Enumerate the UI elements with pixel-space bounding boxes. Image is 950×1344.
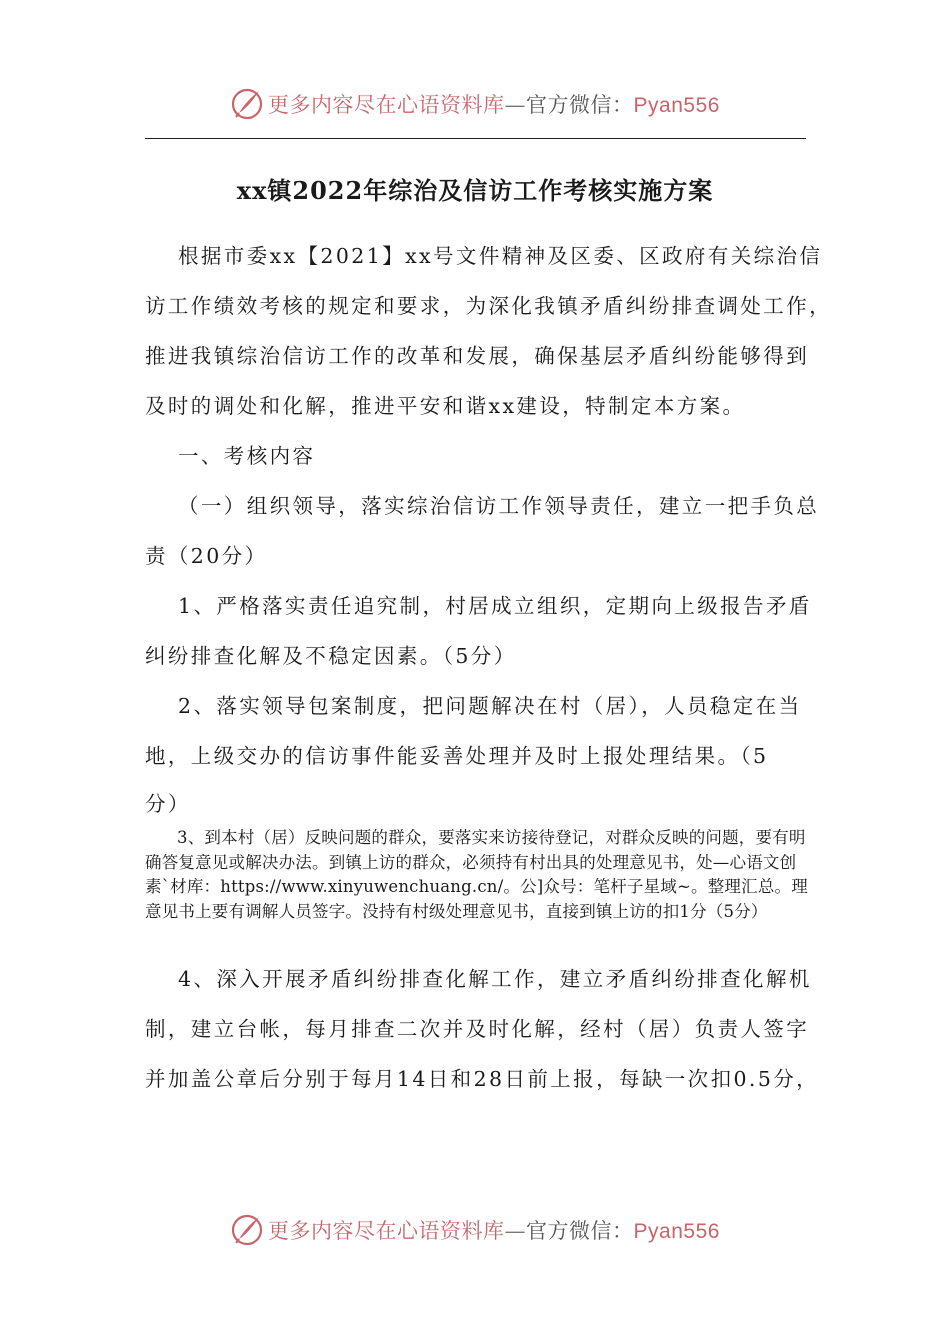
header-divider xyxy=(145,138,806,139)
banner-wechat-label: 官方微信： xyxy=(526,93,634,117)
paragraph-line: 并加盖公章后分别于每月14日和28日前上报，每缺一次扣0.5分， xyxy=(145,1067,820,1091)
document-title: xx镇2022年综治及信访工作考核实施方案 xyxy=(236,176,714,205)
banner-wechat-id: Pyan556 xyxy=(633,94,720,117)
banner-text xyxy=(268,89,720,119)
paragraph-line: 纠纷排查化解及不稳定因素。（5分） xyxy=(145,644,517,668)
paragraph-line: 2、落实领导包案制度，把问题解决在村（居），人员稳定在当 xyxy=(178,694,802,718)
banner-wechat-id: Pyan556 xyxy=(633,1220,720,1243)
banner-wechat-label: 官方微信： xyxy=(526,1219,634,1243)
paragraph-line: 推进我镇综治信访工作的改革和发展，确保基层矛盾纠纷能够得到 xyxy=(145,344,810,368)
paragraph-line: 访工作绩效考核的规定和要求，为深化我镇矛盾纠纷排查调处工作， xyxy=(145,294,832,318)
footer-banner xyxy=(0,1208,950,1252)
banner-slogan: 更多内容尽在心语资料库 xyxy=(268,93,505,117)
header-banner xyxy=(0,82,950,126)
small-paragraph: 3、到本村（居）反映问题的群众，要落实来访接待登记，对群众反映的问题，要有明确答复意见或解决办法。到镇上访的群众，必须持有村出具的处理意见书，处—心语文创素`材库：https://www.xinyuwenchuang.cn/。公]众号：笔杆子星域~。整理汇总。理意见书上要有调解人员签字。没持有村级处理意见书，直接到镇上访的扣1分（5分） xyxy=(145,828,808,921)
quill-logo-icon xyxy=(230,87,264,121)
paragraph-line: 4、深入开展矛盾纠纷排查化解工作，建立矛盾纠纷排查化解机 xyxy=(178,967,812,991)
paragraph-line: 分） xyxy=(145,792,191,816)
paragraph-line: 地，上级交办的信访事件能妥善处理并及时上报处理结果。（5 xyxy=(145,744,769,768)
paragraph-line: 责（20分） xyxy=(145,544,268,568)
quill-logo-icon xyxy=(230,1213,264,1247)
section-heading: 一、考核内容 xyxy=(178,444,316,468)
banner-dash: — xyxy=(504,93,527,117)
banner-dash: — xyxy=(504,1219,527,1243)
banner-slogan: 更多内容尽在心语资料库 xyxy=(268,1219,505,1243)
paragraph-line: 1、严格落实责任追究制，村居成立组织，定期向上级报告矛盾 xyxy=(178,594,812,618)
paragraph-line: 及时的调处和化解，推进平安和谐xx建设，特制定本方案。 xyxy=(145,394,746,418)
paragraph-line: 根据市委xx【2021】xx号文件精神及区委、区政府有关综治信 xyxy=(178,244,823,268)
paragraph-line: （一）组织领导，落实综治信访工作领导责任，建立一把手负总 xyxy=(178,494,820,518)
paragraph-line: 制，建立台帐，每月排查二次并及时化解，经村（居）负责人签字 xyxy=(145,1017,810,1041)
banner-text xyxy=(268,1215,720,1245)
